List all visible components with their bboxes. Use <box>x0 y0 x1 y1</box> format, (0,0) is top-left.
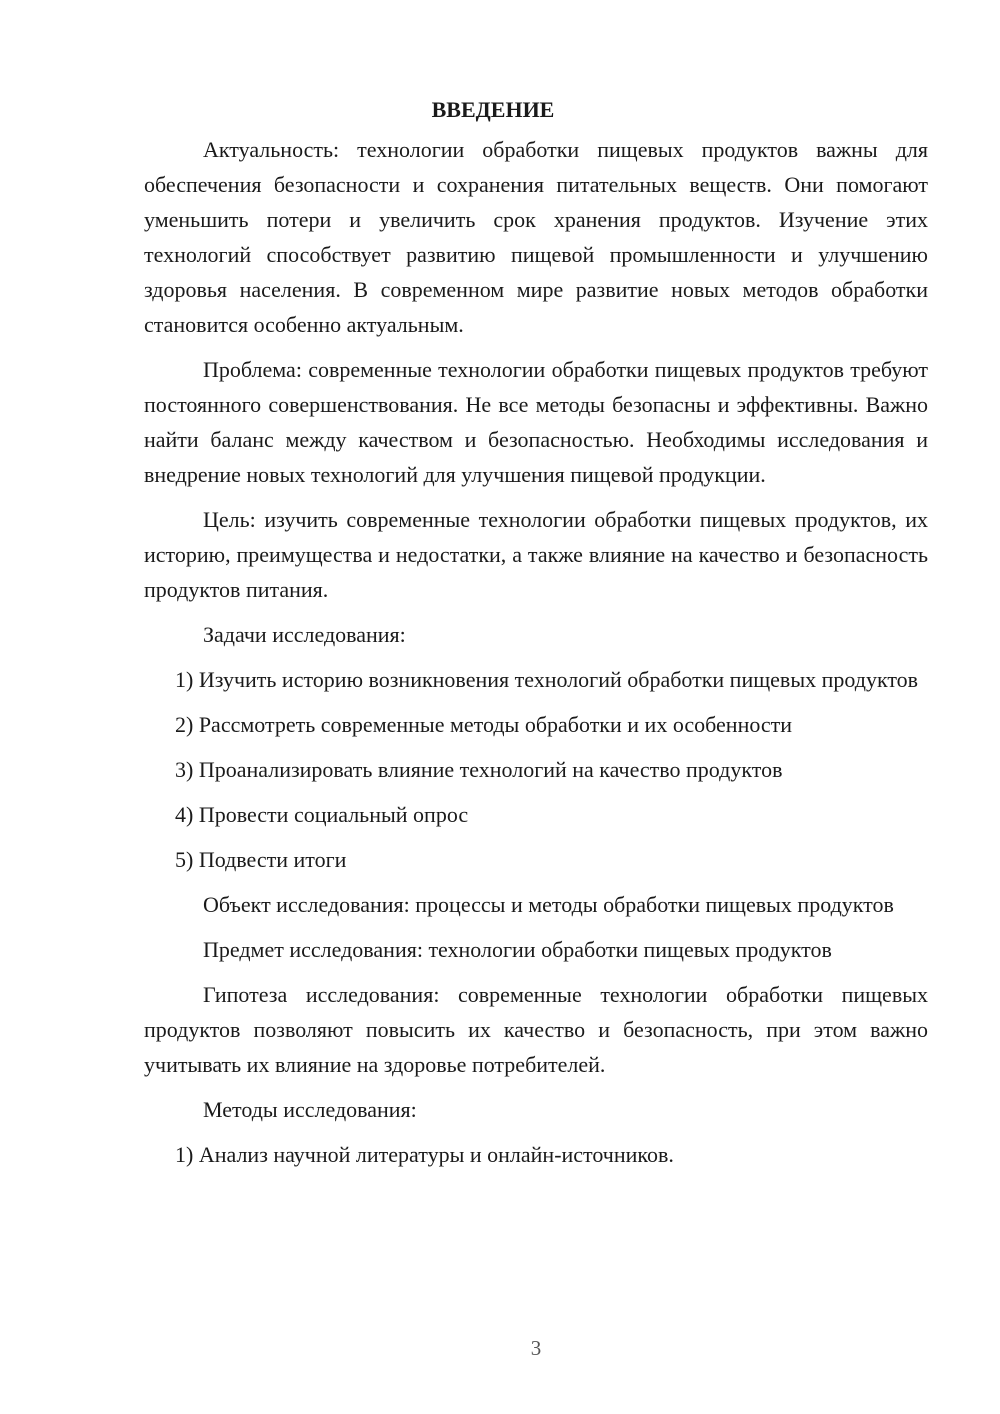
document-body <box>144 88 928 1172</box>
task-item: 5) Подвести итоги <box>175 847 347 872</box>
task-item: 2) Рассмотреть современные методы обработки и их особенности <box>175 712 793 737</box>
method-item: 1) Анализ научной литературы и онлайн-источников. <box>175 1142 674 1167</box>
problem-paragraph: Проблема: современные технологии обработки пищевых продуктов требуют постоянного совершенствования. Не все методы безопасны и эффективны. Важно найти баланс между качеством и безопасностью. Необходимы исследования и внедрение новых технологий для улучшения пищевой продукции. <box>144 357 928 487</box>
page-number: 3 <box>530 1336 542 1360</box>
page-title: ВВЕДЕНИЕ <box>431 97 555 122</box>
task-item: 4) Провести социальный опрос <box>175 802 469 827</box>
tasks-heading: Задачи исследования: <box>203 622 406 647</box>
object-paragraph: Объект исследования: процессы и методы обработки пищевых продуктов <box>203 892 894 917</box>
goal-paragraph: Цель: изучить современные технологии обработки пищевых продуктов, их историю, преимущества и недостатки, а также влияние на качество и безопасность продуктов питания. <box>144 507 928 602</box>
task-item: 3) Проанализировать влияние технологий на качество продуктов <box>175 757 783 782</box>
subject-paragraph: Предмет исследования: технологии обработки пищевых продуктов <box>203 937 832 962</box>
task-item: 1) Изучить историю возникновения технологий обработки пищевых продуктов <box>175 667 919 692</box>
relevance-paragraph: Актуальность: технологии обработки пищевых продуктов важны для обеспечения безопасности и сохранения питательных веществ. Они помогают уменьшить потери и увеличить срок хранения продуктов. Изучение этих технологий способствует развитию пищевой промышленности и улучшению здоровья населения. В современном мире развитие новых методов обработки становится особенно актуальным. <box>144 137 928 337</box>
hypothesis-paragraph: Гипотеза исследования: современные технологии обработки пищевых продуктов позволяют повысить их качество и безопасность, при этом важно учитывать их влияние на здоровье потребителей. <box>144 982 928 1077</box>
methods-heading: Методы исследования: <box>203 1097 417 1122</box>
